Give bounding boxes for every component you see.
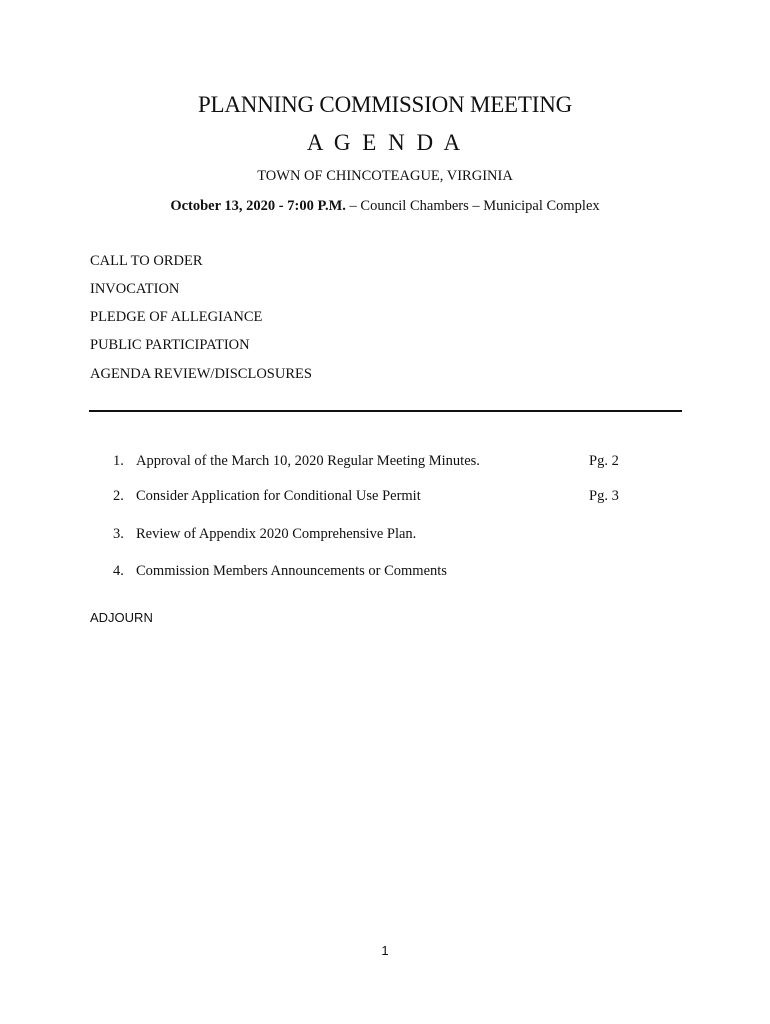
agenda-item-3	[113, 526, 416, 543]
town-name: TOWN OF CHINCOTEAGUE, VIRGINIA	[257, 168, 513, 184]
adjourn-label: ADJOURN	[90, 610, 153, 625]
agenda-heading: A G E N D A	[306, 130, 464, 155]
document-title: PLANNING COMMISSION MEETING	[197, 92, 573, 117]
agenda-item-text: Approval of the March 10, 2020 Regular Meeting Minutes.	[136, 453, 480, 469]
opening-item-agenda-review: AGENDA REVIEW/DISCLOSURES	[90, 366, 312, 382]
meeting-location: – Council Chambers – Municipal Complex	[345, 198, 600, 214]
meeting-dateline	[0, 198, 770, 215]
meeting-date-time: October 13, 2020 - 7:00 P.M.	[170, 198, 346, 214]
opening-item-public-participation: PUBLIC PARTICIPATION	[90, 337, 250, 353]
page-number: 1	[381, 943, 389, 958]
section-divider	[89, 410, 682, 412]
agenda-item-text: Commission Members Announcements or Comments	[136, 563, 447, 579]
opening-item-invocation: INVOCATION	[90, 281, 180, 297]
opening-item-pledge: PLEDGE OF ALLEGIANCE	[90, 309, 263, 325]
agenda-item-number: 3.	[113, 526, 124, 542]
agenda-item-number: 2.	[113, 488, 124, 504]
opening-item-call-to-order: CALL TO ORDER	[90, 253, 203, 269]
agenda-item-text: Review of Appendix 2020 Comprehensive Plan.	[136, 526, 417, 542]
agenda-item-number: 4.	[113, 563, 124, 579]
agenda-item-1	[113, 453, 480, 470]
agenda-item-page-ref: Pg. 3	[589, 488, 619, 504]
agenda-item-2	[113, 488, 421, 505]
agenda-item-number: 1.	[113, 453, 124, 469]
agenda-item-page-ref: Pg. 2	[589, 453, 619, 469]
agenda-item-text: Consider Application for Conditional Use Permit	[136, 488, 421, 504]
agenda-item-4	[113, 563, 447, 580]
